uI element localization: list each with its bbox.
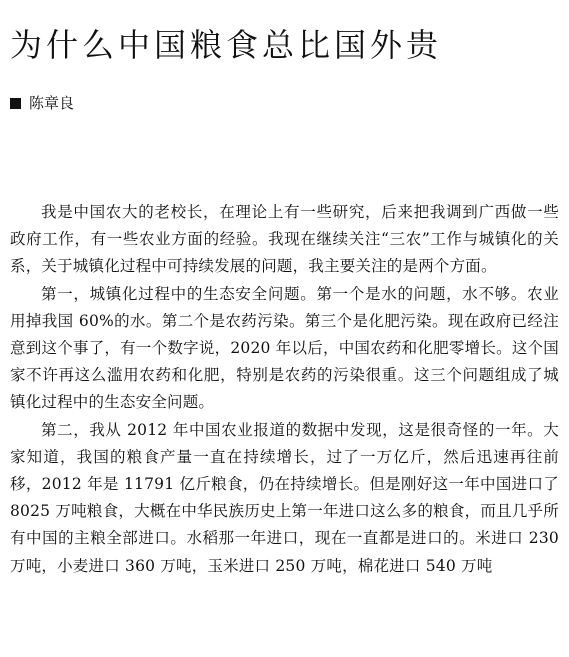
byline [10, 93, 74, 113]
author-name: 陈章良 [29, 94, 75, 112]
paragraph-3: 第二，我从 2012 年中国农业报道的数据中发现，这是很奇怪的一年。大家知道，我国的粮食产量一直在持续增长，过了一万亿斤，然后迅速再往前移，2012 年是 11791 亿斤粮食，仍在持续增长。但是刚好这一年中国进口了 8025 万吨粮食，大概在中华民族历史上第一年进口这么多的粮食，而且几乎所有中国的主粮全部进口。水稻那一年进口，现在一直都是进口的。米进口 230 万吨，小麦进口 360 万吨，玉米进口 250 万吨，棉花进口 540 万吨 [10, 420, 559, 575]
article-title: 为什么中国粮食总比国外贵 [10, 26, 443, 65]
article-body [10, 199, 559, 580]
paragraph-2: 第一，城镇化过程中的生态安全问题。第一个是水的问题，水不够。农业用掉我国 60%的水。第二个是农药污染。第三个是化肥污染。现在政府已经注意到这个事了，有一个数字说，2020 年以后，中国农药和化肥零增长。这个国家不许再这么滥用农药和化肥，特别是农药的污染很重。这三个问题组成了城镇化过程中的生态安全问题。 [10, 284, 559, 412]
paragraph-1: 我是中国农大的老校长，在理论上有一些研究，后来把我调到广西做一些政府工作，有一些农业方面的经验。我现在继续关注“三农”工作与城镇化的关系，关于城镇化过程中可持续发展的问题，我主要关注的是两个方面。 [10, 203, 559, 276]
square-bullet-icon [10, 98, 21, 109]
